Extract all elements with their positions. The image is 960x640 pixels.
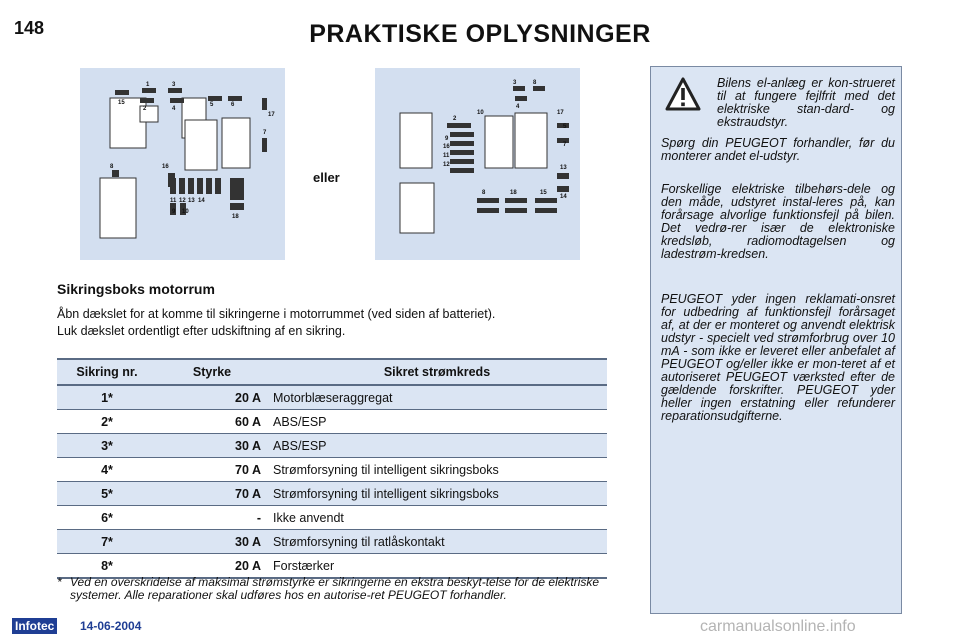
table-row bbox=[57, 482, 607, 506]
left-fuse-label: 18 bbox=[232, 214, 239, 220]
fuse-circuit: Strømforsyning til intelligent sikringsboks bbox=[267, 458, 607, 482]
fuse-number: 6* bbox=[57, 506, 157, 530]
watermark: carmanualsonline.info bbox=[700, 618, 856, 635]
right-fuse-label: 12 bbox=[443, 162, 450, 168]
fuse-amperage: 60 A bbox=[157, 410, 267, 434]
infotec-logo: Infotec bbox=[12, 618, 57, 634]
right-fuse-label: 11 bbox=[443, 153, 450, 159]
right-fuse-label: 16 bbox=[443, 144, 450, 150]
right-fuse-label: 18 bbox=[510, 190, 517, 196]
left-fuse-label: 5 bbox=[210, 102, 214, 108]
fuse-number: 5* bbox=[57, 482, 157, 506]
right-fuse-label: 15 bbox=[540, 190, 547, 196]
fuse-circuit: Ikke anvendt bbox=[267, 506, 607, 530]
warning-triangle-icon bbox=[665, 77, 701, 111]
section-paragraph-1: Åbn dækslet for at komme til sikringerne i motorrummet (ved siden af batteriet). bbox=[57, 307, 496, 321]
table-row bbox=[57, 458, 607, 482]
section-paragraph-2: Luk dækslet ordentligt efter udskiftning af en sikring. bbox=[57, 324, 346, 338]
table-row bbox=[57, 385, 607, 410]
right-fuse-label: 17 bbox=[557, 110, 564, 116]
left-fuse-label: 1 bbox=[146, 82, 150, 88]
sidebar-paragraph-2: Spørg din PEUGEOT forhandler, før du monterer andet el-udstyr. bbox=[661, 136, 895, 163]
fuse-table bbox=[57, 358, 607, 579]
fuse-amperage: 70 A bbox=[157, 458, 267, 482]
table-row bbox=[57, 434, 607, 458]
sidebar-paragraph-1: Bilens el-anlæg er kon-strueret til at fungere fejlfrit med det elektriske stan-dard- og ekstraudstyr. bbox=[717, 76, 895, 129]
footnote-marker: * bbox=[57, 575, 62, 589]
warning-sidebar bbox=[650, 66, 902, 614]
left-fuse-label: 17 bbox=[268, 112, 275, 118]
header-amperage: Styrke bbox=[157, 359, 267, 385]
right-fuse-label: 5 bbox=[563, 124, 567, 130]
right-fuse-label: 14 bbox=[560, 194, 567, 200]
page-number: 148 bbox=[14, 18, 45, 38]
fuse-number: 2* bbox=[57, 410, 157, 434]
fuse-number: 7* bbox=[57, 530, 157, 554]
right-fuse-label: 13 bbox=[560, 165, 567, 171]
sidebar-paragraph-3: Forskellige elektriske tilbehørs-dele og den måde, udstyret instal-leres på, kan forårsage alvorlige funktionsfejl på bilen. Det vedrø-rer især de elektroniske kredsløb, radiomodtagelsen og ladestrøm-kredsen. bbox=[661, 182, 895, 261]
left-fuse-label: 11 bbox=[170, 198, 177, 204]
fuse-number: 8* bbox=[57, 554, 157, 579]
header-circuit: Sikret strømkreds bbox=[267, 359, 607, 385]
left-fuse-label: 3 bbox=[172, 82, 176, 88]
fuse-circuit: Motorblæseraggregat bbox=[267, 385, 607, 410]
table-row bbox=[57, 530, 607, 554]
footnote bbox=[57, 576, 607, 602]
left-fuse-label: 15 bbox=[118, 100, 125, 106]
right-fuse-label: 9 bbox=[445, 136, 449, 142]
right-fuse-label: 3 bbox=[513, 80, 517, 86]
right-fuse-label: 2 bbox=[453, 116, 457, 122]
fuse-box-diagram-right bbox=[375, 68, 580, 260]
left-fuse-label: 13 bbox=[188, 198, 195, 204]
right-fuse-label: 10 bbox=[477, 110, 484, 116]
fuse-amperage: 70 A bbox=[157, 482, 267, 506]
left-fuse-label: 2 bbox=[143, 106, 147, 112]
fuse-circuit: Strømforsyning til ratlåskontakt bbox=[267, 530, 607, 554]
table-row bbox=[57, 410, 607, 434]
fuse-circuit: ABS/ESP bbox=[267, 410, 607, 434]
right-fuse-label: 8 bbox=[482, 190, 486, 196]
left-fuse-label: 6 bbox=[231, 102, 235, 108]
fuse-amperage: 30 A bbox=[157, 434, 267, 458]
footer-date: 14-06-2004 bbox=[80, 619, 142, 633]
fuse-number: 3* bbox=[57, 434, 157, 458]
left-fuse-label: 12 bbox=[179, 198, 186, 204]
fuse-circuit: Forstærker bbox=[267, 554, 607, 579]
left-fuse-label: 4 bbox=[172, 106, 176, 112]
footnote-text: Ved en overskridelse af maksimal strømstyrke er sikringerne en ekstra beskyt-telse for de elektriske systemer. Alle reparationer skal udføres hos en autorise-ret PEUGEOT forhandler. bbox=[70, 575, 600, 602]
left-fuse-label: 14 bbox=[198, 198, 205, 204]
fuse-table-header bbox=[57, 359, 607, 385]
right-fuse-label: 8 bbox=[533, 80, 537, 86]
left-fuse-label: 10 bbox=[182, 209, 189, 215]
fuse-amperage: 20 A bbox=[157, 385, 267, 410]
table-row bbox=[57, 506, 607, 530]
fuse-box-diagram-left bbox=[80, 68, 285, 260]
fuse-circuit: Strømforsyning til intelligent sikringsboks bbox=[267, 482, 607, 506]
diagram-separator: eller bbox=[313, 170, 340, 185]
left-fuse-label: 9 bbox=[172, 209, 176, 215]
fuse-circuit: ABS/ESP bbox=[267, 434, 607, 458]
left-fuse-label: 7 bbox=[263, 130, 267, 136]
right-fuse-label: 7 bbox=[563, 142, 567, 148]
left-fuse-label: 16 bbox=[162, 164, 169, 170]
sidebar-paragraph-4: PEUGEOT yder ingen reklamati-onsret for udbedring af funktionsfejl forårsaget af, at der er monteret og anvendt elektrisk udstyr - specielt ved strømforbrug over 10 mA - som ikke er leveret eller anbefalet af PEUGEOT og/eller ikke er mon-teret af et autoriseret PEUGEOT værksted efter de gældende forskrifter. PEUGEOT yder heller ingen erstatning eller refunderer reparationsudgifterne. bbox=[661, 292, 895, 423]
fuse-amperage: - bbox=[157, 506, 267, 530]
fuse-number: 4* bbox=[57, 458, 157, 482]
fuse-amperage: 20 A bbox=[157, 554, 267, 579]
header-fuse-number: Sikring nr. bbox=[57, 359, 157, 385]
left-fuse-label: 8 bbox=[110, 164, 114, 170]
section-title: Sikringsboks motorrum bbox=[57, 281, 215, 297]
fuse-amperage: 30 A bbox=[157, 530, 267, 554]
page-title: PRAKTISKE OPLYSNINGER bbox=[309, 20, 651, 48]
right-fuse-label: 4 bbox=[516, 104, 520, 110]
fuse-number: 1* bbox=[57, 385, 157, 410]
